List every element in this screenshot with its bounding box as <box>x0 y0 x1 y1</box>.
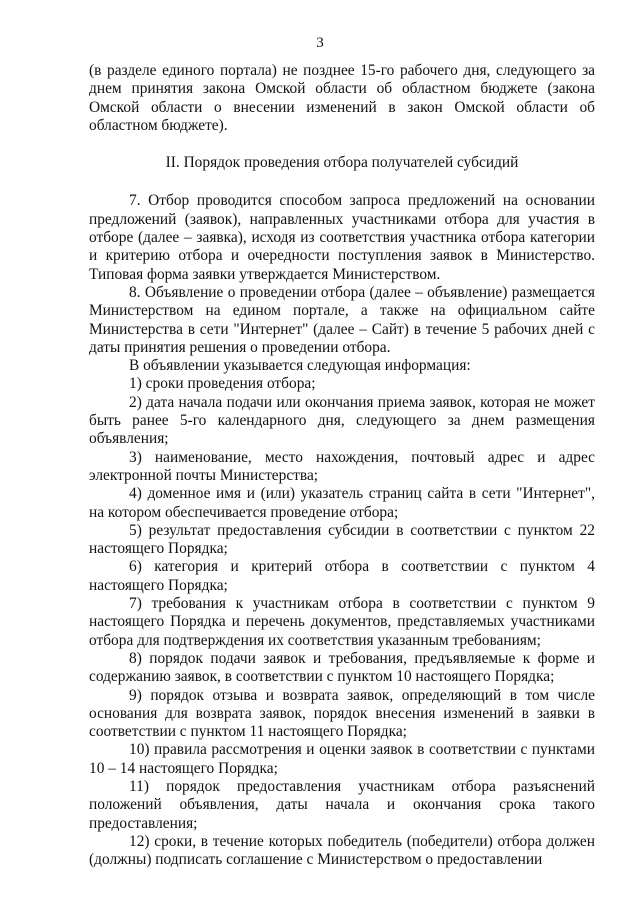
list-item-10: 10) правила рассмотрения и оценки заявок в соответствии с пунктами 10 – 14 настоящего Порядка; <box>89 741 595 777</box>
list-item-3: 3) наименование, место нахождения, почтовый адрес и адрес электронной почты Министерства; <box>89 448 595 484</box>
list-item-2: 2) дата начала подачи или окончания приема заявок, которая не может быть ранее 5-го календарного дня, следующего за днем размещения объявления; <box>89 393 595 448</box>
paragraph-8: 8. Объявление о проведении отбора (далее – объявление) размещается Министерством на едином портале, а также на официальном сайте Министерства в сети "Интернет" (далее – Сайт) в течение 5 рабочих дней с даты принятия решения о проведении отбора. <box>89 283 595 356</box>
intro-paragraph: (в разделе единого портала) не позднее 15-го рабочего дня, следующего за днем принятия закона Омской области об областном бюджете (закона Омской области о внесении изменений в закон Омской области об областном бюджете). <box>89 62 595 134</box>
document-body <box>89 62 595 869</box>
list-item-9: 9) порядок отзыва и возврата заявок, определяющий в том числе основания для возврата заявок, порядок внесения изменений в заявки в соответствии с пунктом 11 настоящего Порядка; <box>89 686 595 741</box>
list-item-7: 7) требования к участникам отбора в соответствии с пунктом 9 настоящего Порядка и перечень документов, представляемых участниками отбора для подтверждения их соответствия указанным требованиям; <box>89 595 595 649</box>
list-item-5: 5) результат предоставления субсидии в соответствии с пунктом 22 настоящего Порядка; <box>89 521 595 558</box>
list-item-11: 11) порядок предоставления участникам отбора разъяснений положений объявления, даты начала и окончания срока такого предоставления; <box>89 777 595 832</box>
paragraph-7: 7. Отбор проводится способом запроса предложений на основании предложений (заявок), направленных участниками отбора для участия в отборе (далее – заявка), исходя из соответствия участника отбора категории и критерию отбора и очередности поступления заявок в Министерство. Типовая форма заявки утверждается Министерством. <box>89 192 595 283</box>
list-item-6: 6) категория и критерий отбора в соответствии с пунктом 4 настоящего Порядка; <box>89 558 595 594</box>
list-item-12: 12) сроки, в течение которых победитель (победители) отбора должен (должны) подписать соглашение с Министерством о предоставлении <box>89 832 595 869</box>
list-item-8: 8) порядок подачи заявок и требования, предъявляемые к форме и содержанию заявок, в соответствии с пунктом 10 настоящего Порядка; <box>89 649 595 686</box>
section-heading: II. Порядок проведения отбора получателей субсидий <box>165 154 519 172</box>
announcement-info-intro: В объявлении указывается следующая информация: <box>129 357 471 375</box>
list-item-1: 1) сроки проведения отбора; <box>129 375 316 393</box>
page-number: 3 <box>316 35 324 51</box>
list-item-4: 4) доменное имя и (или) указатель страниц сайта в сети "Интернет", на котором обеспечивается проведение отбора; <box>89 485 595 521</box>
